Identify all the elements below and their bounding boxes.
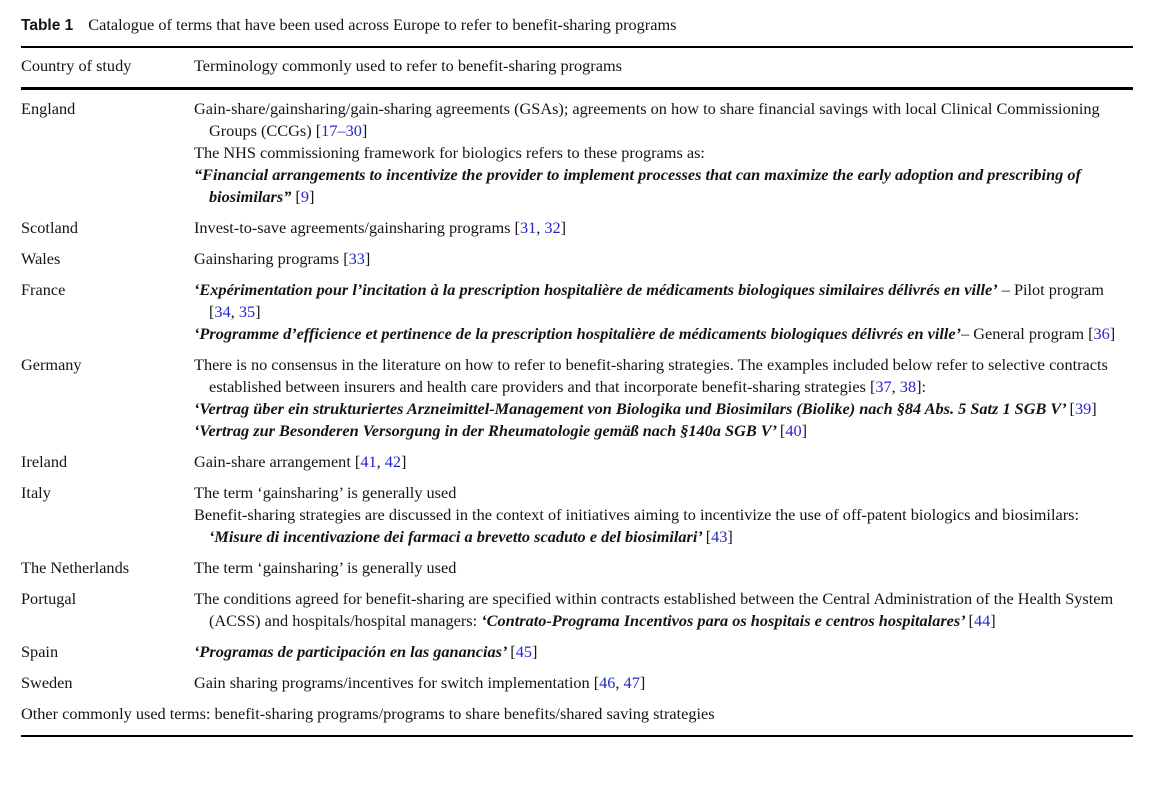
citation-link[interactable]: 37	[875, 377, 892, 396]
country-cell: Germany	[21, 355, 82, 374]
terminology-text: – General program	[961, 324, 1089, 343]
terminology-paragraph: ‘Expérimentation pour l’incitation à la prescription hospitalière de médicaments biologiques similaires délivrés en ville’ – Pilot program [34, 35]	[194, 280, 1104, 321]
terminology-paragraph	[194, 142, 1133, 164]
citation-link[interactable]: 34	[214, 302, 231, 321]
terminology-cell	[194, 248, 1133, 270]
terminology-cell	[194, 641, 1133, 663]
terminology-cell	[194, 482, 1133, 548]
terminology-text: Gain sharing programs/incentives for switch implementation	[194, 673, 594, 692]
country-cell: France	[21, 280, 66, 299]
citation-link[interactable]: 36	[1093, 324, 1110, 343]
table-footer-note: Other commonly used terms: benefit-sharing programs/programs to share benefits/shared saving strategies	[21, 704, 715, 723]
table-caption-text: Catalogue of terms that have been used across Europe to refer to benefit-sharing programs	[88, 15, 677, 34]
citation-link[interactable]: 41	[360, 452, 377, 471]
terminology-cell	[194, 279, 1133, 345]
terminology-text: The conditions agreed for benefit-sharing are specified within contracts established between the Central Administration of the Health System (ACSS) and hospitals/hospital managers:	[194, 589, 1114, 630]
quoted-term-text: ‘Programas de participación en las ganancias’	[194, 642, 511, 661]
terminology-paragraph	[194, 482, 1133, 504]
table-row	[21, 98, 1133, 208]
table-row	[21, 217, 1133, 239]
terminology-text: Gainsharing programs	[194, 249, 344, 268]
terminology-paragraph: ‘Programme d’efficience et pertinence de la prescription hospitalière de médicaments biologiques délivrés en ville’– General program [36]	[194, 324, 1116, 343]
terminology-cell	[194, 451, 1133, 473]
country-cell: Spain	[21, 642, 59, 661]
terminology-paragraph: ‘Vertrag zur Besonderen Versorgung in der Rheumatologie gemäß nach §140a SGB V’ [40]	[194, 421, 808, 440]
terminology-paragraph: Benefit-sharing strategies are discussed in the context of initiatives aiming to incentivize the use of off-patent biologics and biosimilars: ‘Misure di incentivazione dei farmaci a brevetto scaduto e del biosimilari’ [43]	[194, 505, 1079, 546]
table-row	[21, 482, 1133, 548]
table-row	[21, 248, 1133, 270]
country-cell: The Netherlands	[21, 558, 130, 577]
table-row	[21, 672, 1133, 694]
table-row	[21, 279, 1133, 345]
citation-link[interactable]: 17–30	[321, 121, 362, 140]
citation-link[interactable]: 38	[899, 377, 917, 396]
quoted-term-text: ‘Expérimentation pour l’incitation à la prescription hospitalière de médicaments biologiques similaires délivrés en ville’	[194, 280, 998, 299]
table-caption-label: Table 1	[21, 17, 74, 34]
quoted-term-text: ‘Misure di incentivazione dei farmaci a brevetto scaduto e del biosimilari’	[209, 527, 706, 546]
terminology-text: Benefit-sharing strategies are discussed in the context of initiatives aiming to incentivize the use of off-patent biologics and biosimilars:	[194, 505, 1079, 524]
header-country-column: Country of study	[21, 56, 132, 75]
header-terminology-column: Terminology commonly used to refer to benefit-sharing programs	[194, 56, 622, 75]
table-row	[21, 557, 1133, 579]
terminology-cell	[194, 557, 1133, 579]
citation-link[interactable]: 47	[623, 673, 640, 692]
terminology-text: Gain-share/gainsharing/gain-sharing agreements (GSAs); agreements on how to share financial savings with local Clinical Commissioning Groups (CCGs)	[194, 99, 1100, 140]
terminology-paragraph: Gain-share arrangement [41, 42]	[194, 452, 407, 471]
terminology-text: Gain-share arrangement	[194, 452, 355, 471]
terminology-text: – Pilot program	[997, 280, 1104, 299]
table-row	[21, 588, 1133, 632]
quoted-term-text: “Financial arrangements to incentivize the provider to implement processes that can maximize the early adoption and prescribing of biosimilars”	[194, 165, 1081, 206]
table-body	[21, 90, 1133, 703]
terminology-cell	[194, 354, 1133, 442]
terminology-text: :	[921, 377, 927, 396]
terminology-text: The term ‘gainsharing’ is generally used	[194, 483, 457, 502]
citation-link[interactable]: 44	[973, 611, 991, 630]
quoted-term-text: ‘Vertrag über ein strukturiertes Arzneimittel-Management von Biologika und Biosimilars (Biolike) nach §84 Abs. 5 Satz 1 SGB V’	[194, 399, 1070, 418]
citation-link[interactable]: 31	[519, 218, 537, 237]
terminology-cell	[194, 217, 1133, 239]
terminology-text: The NHS commissioning framework for biologics refers to these programs as:	[194, 143, 705, 162]
table-row	[21, 354, 1133, 442]
citation-link[interactable]: 33	[348, 249, 365, 268]
terminology-paragraph: Gain-share/gainsharing/gain-sharing agreements (GSAs); agreements on how to share financial savings with local Clinical Commissioning Groups (CCGs) [17–30]	[194, 99, 1100, 140]
citation-link[interactable]: 32	[544, 218, 561, 237]
country-cell: Italy	[21, 483, 51, 502]
terminology-paragraph: Gain sharing programs/incentives for switch implementation [46, 47]	[194, 673, 646, 692]
citation-link[interactable]: 35	[238, 302, 256, 321]
terminology-text: There is no consensus in the literature on how to refer to benefit-sharing strategies. The examples included below refer to selective contracts established between insurers and health care providers and that incorporate benefit-sharing strategies	[194, 355, 1108, 396]
citation-link[interactable]: 9	[300, 187, 309, 206]
terminology-paragraph: “Financial arrangements to incentivize the provider to implement processes that can maximize the early adoption and prescribing of biosimilars” [9]	[194, 165, 1081, 206]
country-cell: Scotland	[21, 218, 78, 237]
citation-link[interactable]: 42	[384, 452, 402, 471]
country-cell: Sweden	[21, 673, 73, 692]
terminology-paragraph: ‘Programas de participación en las ganancias’ [45]	[194, 642, 538, 661]
table-header-row	[21, 48, 1133, 90]
terminology-paragraph: Invest-to-save agreements/gainsharing programs [31, 32]	[194, 218, 567, 237]
citation-link[interactable]: 39	[1074, 399, 1092, 418]
terminology-cell	[194, 672, 1133, 694]
terminology-paragraph: ‘Vertrag über ein strukturiertes Arzneimittel-Management von Biologika und Biosimilars (Biolike) nach §84 Abs. 5 Satz 1 SGB V’ [39]	[194, 399, 1097, 418]
table-row	[21, 451, 1133, 473]
citation-link[interactable]: 46	[599, 673, 616, 692]
terminology-text: Invest-to-save agreements/gainsharing programs	[194, 218, 515, 237]
citation-link[interactable]: 43	[711, 527, 728, 546]
quoted-term-text: ‘Contrato-Programa Incentivos para os hospitais e centros hospitalares’	[481, 611, 969, 630]
quoted-term-text: ‘Programme d’efficience et pertinence de la prescription hospitalière de médicaments biologiques délivrés en ville’	[194, 324, 962, 343]
citation-link[interactable]: 40	[785, 421, 802, 440]
terminology-paragraph: Gainsharing programs [33]	[194, 249, 371, 268]
terminology-table	[21, 46, 1133, 737]
country-cell: Portugal	[21, 589, 77, 608]
country-cell: England	[21, 99, 76, 118]
terminology-paragraph	[194, 557, 1133, 579]
terminology-cell	[194, 98, 1133, 208]
table-caption	[21, 14, 1133, 37]
terminology-paragraph: The conditions agreed for benefit-sharing are specified within contracts established between the Central Administration of the Health System (ACSS) and hospitals/hospital managers: ‘Contrato-Programa Incentivos para os hospitais e centros hospitalares’ [44]	[194, 589, 1114, 630]
terminology-text: The term ‘gainsharing’ is generally used	[194, 558, 457, 577]
quoted-term-text: ‘Vertrag zur Besonderen Versorgung in der Rheumatologie gemäß nach §140a SGB V’	[194, 421, 780, 440]
terminology-paragraph: There is no consensus in the literature on how to refer to benefit-sharing strategies. The examples included below refer to selective contracts established between insurers and health care providers and that incorporate benefit-sharing strategies [37, 38]:	[194, 355, 1108, 396]
citation-link[interactable]: 45	[515, 642, 532, 661]
table-row	[21, 641, 1133, 663]
terminology-cell	[194, 588, 1133, 632]
country-cell: Ireland	[21, 452, 68, 471]
country-cell: Wales	[21, 249, 61, 268]
